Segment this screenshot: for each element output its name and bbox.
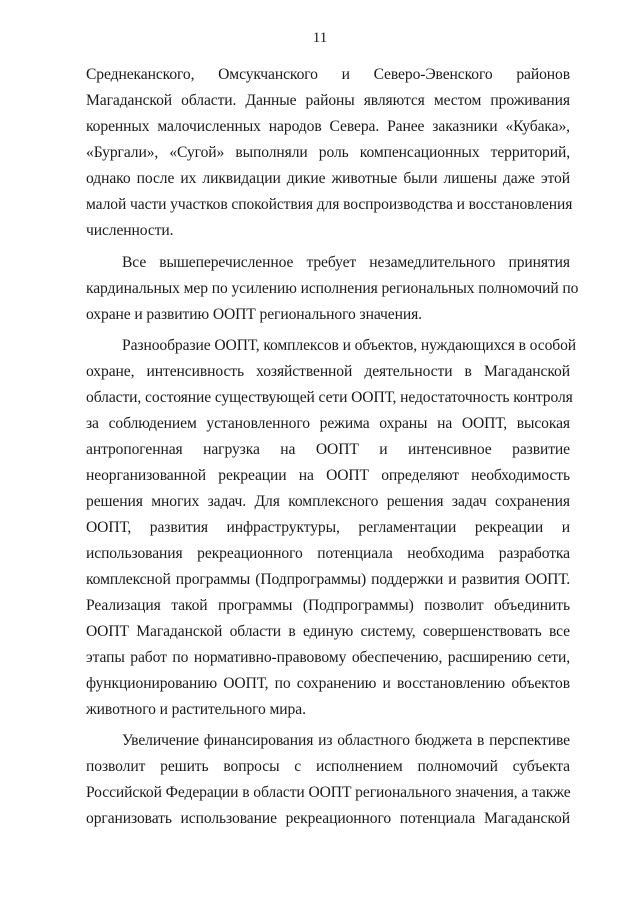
paragraph-4: [86, 728, 570, 832]
text-line: охране, интенсивность хозяйственной деятельности в Магаданской: [86, 363, 570, 380]
text-line: за соблюдением установленного режима охраны на ООПТ, высокая: [86, 415, 570, 432]
paragraph-1: [86, 62, 573, 244]
text-line: Увеличение финансирования из областного бюджета в перспективе: [122, 732, 570, 749]
text-line: Реализация такой программы (Подпрограммы) позволит объединить: [86, 597, 570, 614]
paragraph-2: [86, 250, 579, 328]
document-body: [86, 62, 579, 837]
text-line: неорганизованной рекреации на ООПТ определяют необходимость: [86, 467, 570, 484]
text-line: Разнообразие ООПТ, комплексов и объектов, нуждающихся в особой: [122, 337, 577, 354]
text-line: Российской Федерации в области ООПТ регионального значения, а также: [86, 784, 571, 801]
text-line: численности.: [86, 222, 174, 239]
text-line: кардинальных мер по усилению исполнения региональных полномочий по: [86, 280, 579, 297]
text-line: функционированию ООПТ, по сохранению и восстановлению объектов: [86, 675, 570, 692]
text-line: животного и растительного мира.: [86, 701, 306, 718]
text-line: области, состояние существующей сети ООПТ, недостаточность контроля: [86, 389, 573, 406]
text-line: Магаданской области. Данные районы являются местом проживания: [86, 92, 570, 109]
text-line: «Бургали», «Сугой» выполняли роль компенсационных территорий,: [86, 144, 570, 161]
text-line: однако после их ликвидации дикие животные были лишены даже этой: [86, 170, 570, 187]
paragraph-3: [86, 333, 577, 723]
text-line: использования рекреационного потенциала необходима разработка: [86, 545, 570, 562]
text-line: ООПТ Магаданской области в единую систему, совершенствовать все: [86, 623, 570, 640]
text-line: Все вышеперечисленное требует незамедлительного принятия: [122, 254, 570, 271]
page-number: 11: [312, 30, 328, 46]
text-line: ООПТ, развития инфраструктуры, регламентации рекреации и: [86, 519, 570, 536]
text-line: коренных малочисленных народов Севера. Ранее заказники «Кубака»,: [86, 118, 570, 135]
text-line: этапы работ по нормативно-правовому обеспечению, расширению сети,: [86, 649, 570, 666]
text-line: комплексной программы (Подпрограммы) поддержки и развития ООПТ.: [86, 571, 570, 588]
text-line: антропогенная нагрузка на ООПТ и интенсивное развитие: [86, 441, 570, 458]
text-line: решения многих задач. Для комплексного решения задач сохранения: [86, 493, 570, 510]
text-line: Среднеканского, Омсукчанского и Северо-Эвенского районов: [86, 66, 570, 83]
text-line: позволит решить вопросы с исполнением полномочий субъекта: [86, 758, 570, 775]
text-line: организовать использование рекреационного потенциала Магаданской: [86, 810, 570, 827]
text-line: малой части участков спокойствия для воспроизводства и восстановления: [86, 196, 573, 213]
text-line: охране и развитию ООПТ регионального значения.: [86, 306, 422, 323]
